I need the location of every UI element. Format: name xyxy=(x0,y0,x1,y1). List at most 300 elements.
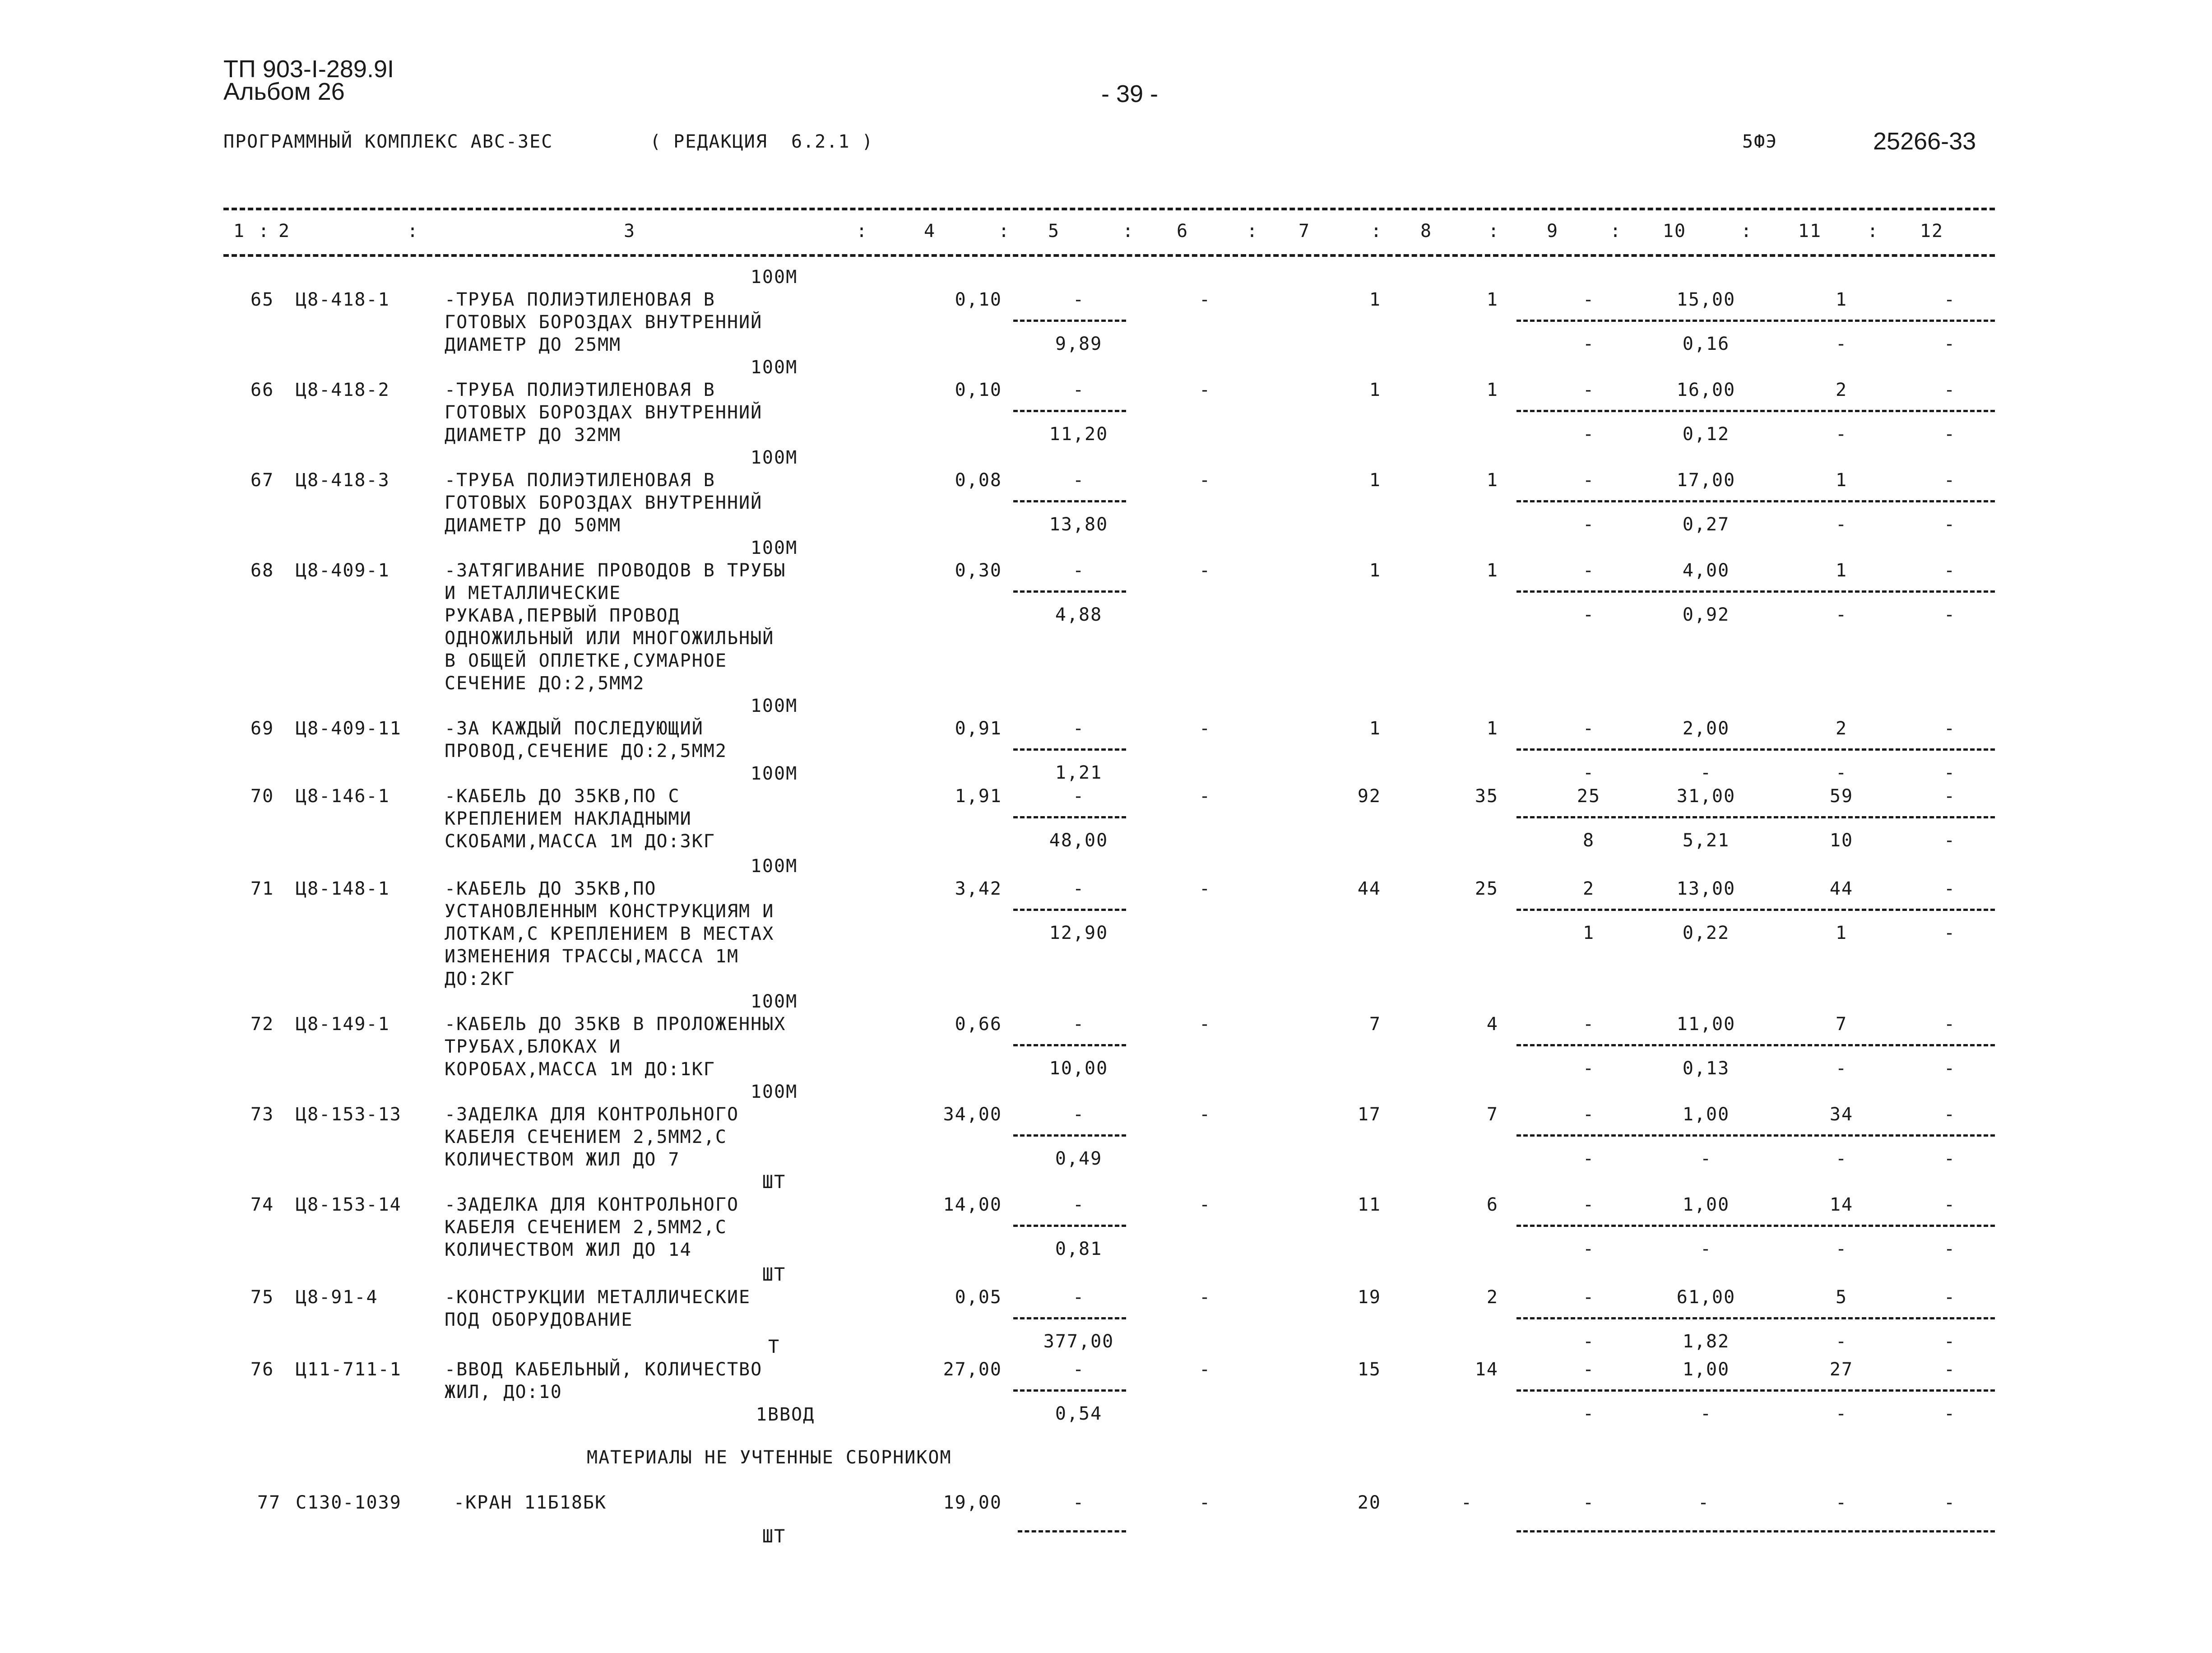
row-description-line: ГОТОВЫХ БОРОЗДАХ ВНУТРЕННИЙ xyxy=(445,402,763,423)
cell-col12-sub: - xyxy=(1943,1148,1956,1169)
cell-col12-sub: - xyxy=(1943,1058,1956,1079)
cell-col10-sub: 1,82 xyxy=(1682,1331,1730,1352)
row-number: 72 xyxy=(250,1014,274,1035)
cell-col12-sub: - xyxy=(1943,1239,1956,1259)
cell-col12: - xyxy=(1943,718,1956,739)
cell-col4: 0,66 xyxy=(955,1014,1002,1035)
row-description-line: -КАБЕЛЬ ДО 35КВ,ПО xyxy=(445,878,657,899)
row-code: Ц8-153-14 xyxy=(296,1194,402,1215)
cell-col11-sub: - xyxy=(1835,334,1848,354)
cell-col11-sub: - xyxy=(1835,1058,1848,1079)
row-description-line: УСТАНОВЛЕННЫМ КОНСТРУКЦИЯМ И xyxy=(445,901,774,922)
row-number: 67 xyxy=(250,470,274,491)
cell-col6: - xyxy=(1199,289,1211,310)
cell-col9-sub: - xyxy=(1582,1148,1595,1169)
cell-divider xyxy=(1516,1044,1995,1046)
cell-col12-sub: - xyxy=(1943,1331,1956,1352)
cell-col9: - xyxy=(1582,289,1595,310)
cell-col8: - xyxy=(1461,1492,1473,1513)
cell-col8: 6 xyxy=(1486,1194,1498,1215)
cell-col12: - xyxy=(1943,1194,1956,1215)
row-description-line: ЛОТКАМ,С КРЕПЛЕНИЕМ В МЕСТАХ xyxy=(445,924,774,944)
cell-col4: 0,10 xyxy=(955,289,1002,310)
cell-col5-price: 1,21 xyxy=(1055,762,1103,783)
cell-col12: - xyxy=(1943,1104,1956,1125)
row-code: Ц8-409-11 xyxy=(296,718,402,739)
row-description-line: И МЕТАЛЛИЧЕСКИЕ xyxy=(445,583,621,604)
cell-divider xyxy=(1516,1225,1995,1227)
cell-col11: 2 xyxy=(1835,380,1848,400)
cell-col4: 0,91 xyxy=(955,718,1002,739)
cell-divider xyxy=(1013,748,1126,751)
cell-col5-price: 0,54 xyxy=(1055,1403,1103,1424)
cell-col6: - xyxy=(1199,1359,1211,1380)
row-description-line: КАБЕЛЯ СЕЧЕНИЕМ 2,5ММ2,С xyxy=(445,1127,727,1147)
cell-divider xyxy=(1516,1389,1995,1392)
cell-divider xyxy=(1516,410,1995,412)
row-number: 66 xyxy=(250,380,274,400)
row-code: Ц8-418-1 xyxy=(296,289,390,310)
cell-col12-sub: - xyxy=(1943,830,1956,851)
cell-col9: - xyxy=(1582,1104,1595,1125)
cell-divider xyxy=(1013,590,1126,593)
row-description-line: -ЗАДЕЛКА ДЛЯ КОНТРОЛЬНОГО xyxy=(445,1194,739,1215)
column-separator: : xyxy=(258,221,270,241)
row-description-line: СКОБАМИ,МАССА 1М ДО:3КГ xyxy=(445,831,715,852)
row-unit: 100М xyxy=(750,696,798,716)
cell-col11-sub: - xyxy=(1835,1239,1848,1259)
cell-col5: - xyxy=(1072,1014,1085,1035)
cell-col6: - xyxy=(1199,1014,1211,1035)
cell-col12: - xyxy=(1943,380,1956,400)
cell-col9-sub: - xyxy=(1582,604,1595,625)
row-description-line: ДИАМЕТР ДО 25ММ xyxy=(445,334,621,355)
cell-col10-sub: - xyxy=(1700,1148,1712,1169)
cell-col9: - xyxy=(1582,560,1595,581)
cell-col5: - xyxy=(1072,1104,1085,1125)
page-number: - 39 - xyxy=(1101,80,1159,107)
cell-col12: - xyxy=(1943,1287,1956,1308)
column-separator: : xyxy=(856,221,868,241)
cell-col11-sub: - xyxy=(1835,1403,1848,1424)
cell-col6: - xyxy=(1199,878,1211,899)
cell-col10: 4,00 xyxy=(1682,560,1730,581)
cell-col5: - xyxy=(1072,560,1085,581)
cell-divider xyxy=(1516,1317,1995,1319)
row-unit: ШТ xyxy=(762,1172,786,1193)
cell-divider xyxy=(1516,816,1995,818)
row-code: Ц8-146-1 xyxy=(296,786,390,807)
album-label: Альбом 26 xyxy=(223,78,345,105)
cell-col12-sub: - xyxy=(1943,334,1956,354)
cell-col8: 1 xyxy=(1486,560,1498,581)
cell-col8: 35 xyxy=(1475,786,1498,807)
row-description-line: -КАБЕЛЬ ДО 35КВ В ПРОЛОЖЕННЫХ xyxy=(445,1014,786,1035)
row-description-line: КОЛИЧЕСТВОМ ЖИЛ ДО 14 xyxy=(445,1240,692,1260)
header-separator-top xyxy=(223,208,1995,210)
cell-col12-sub: - xyxy=(1943,604,1956,625)
row-description-line: -ЗАДЕЛКА ДЛЯ КОНТРОЛЬНОГО xyxy=(445,1104,739,1125)
cell-divider xyxy=(1013,909,1126,911)
cell-col10: 11,00 xyxy=(1676,1014,1736,1035)
column-header: 10 xyxy=(1662,221,1687,241)
cell-col6: - xyxy=(1199,1104,1211,1125)
row-description-line: -КАБЕЛЬ ДО 35КВ,ПО С xyxy=(445,786,680,807)
row-description-line: ДИАМЕТР ДО 50ММ xyxy=(445,515,621,536)
row-number: 76 xyxy=(250,1359,274,1380)
row-number: 69 xyxy=(250,718,274,739)
column-separator: : xyxy=(1246,221,1259,241)
cell-col10: 17,00 xyxy=(1676,470,1736,491)
cell-col10-sub: - xyxy=(1700,1403,1712,1424)
cell-col8: 1 xyxy=(1486,470,1498,491)
row-number: 68 xyxy=(250,560,274,581)
cell-col9: 2 xyxy=(1582,878,1595,899)
cell-col7: 1 xyxy=(1369,718,1381,739)
column-header: 6 xyxy=(1176,221,1189,241)
column-header: 2 xyxy=(278,221,291,241)
column-header: 7 xyxy=(1298,221,1311,241)
column-header: 11 xyxy=(1798,221,1822,241)
cell-col5-price: 0,49 xyxy=(1055,1148,1103,1169)
cell-col4: 27,00 xyxy=(943,1359,1002,1380)
cell-col11: 1 xyxy=(1835,560,1848,581)
row-description-line: ГОТОВЫХ БОРОЗДАХ ВНУТРЕННИЙ xyxy=(445,492,763,513)
cell-col11-sub: - xyxy=(1835,1148,1848,1169)
cell-col7: 19 xyxy=(1357,1287,1381,1308)
column-separator: : xyxy=(998,221,1011,241)
cell-divider xyxy=(1013,1134,1126,1137)
cell-col6: - xyxy=(1199,1194,1211,1215)
column-header: 9 xyxy=(1546,221,1559,241)
row-unit: 100М xyxy=(750,763,798,784)
row-description: -КРАН 11Б18БК xyxy=(454,1492,607,1513)
cell-col4: 14,00 xyxy=(943,1194,1002,1215)
cell-col10: 15,00 xyxy=(1676,289,1736,310)
cell-col5: - xyxy=(1072,1359,1085,1380)
cell-divider xyxy=(1013,816,1126,818)
row-unit: 100М xyxy=(750,1082,798,1102)
cell-col4: 0,08 xyxy=(955,470,1002,491)
cell-col10: - xyxy=(1697,1492,1710,1513)
edition-label: ( РЕДАКЦИЯ 6.2.1 ) xyxy=(650,131,874,152)
cell-divider xyxy=(1013,1389,1126,1392)
cell-col10-sub: 0,13 xyxy=(1682,1058,1730,1079)
cell-col12: - xyxy=(1943,1492,1956,1513)
column-header: 5 xyxy=(1048,221,1060,241)
cell-col5-price: 0,81 xyxy=(1055,1239,1103,1259)
row-code: Ц8-149-1 xyxy=(296,1014,390,1035)
cell-col10: 16,00 xyxy=(1676,380,1736,400)
cell-col5-price: 10,00 xyxy=(1049,1058,1108,1079)
cell-col11: 7 xyxy=(1835,1014,1848,1035)
row-description-line: ПРОВОД,СЕЧЕНИЕ ДО:2,5ММ2 xyxy=(445,741,727,761)
cell-col10-sub: 5,21 xyxy=(1682,830,1730,851)
cell-col12-sub: - xyxy=(1943,514,1956,535)
row-description-line: В ОБЩЕЙ ОПЛЕТКЕ,СУМАРНОЕ xyxy=(445,650,727,671)
cell-divider xyxy=(1013,500,1126,502)
cell-col6: - xyxy=(1199,718,1211,739)
cell-divider xyxy=(1013,1225,1126,1227)
cell-col4: 0,10 xyxy=(955,380,1002,400)
cell-col12: - xyxy=(1943,470,1956,491)
cell-col9: - xyxy=(1582,1287,1595,1308)
cell-col8: 14 xyxy=(1475,1359,1498,1380)
row-description-line: ИЗМЕНЕНИЯ ТРАССЫ,МАССА 1М xyxy=(445,946,739,967)
cell-col9-sub: - xyxy=(1582,1331,1595,1352)
cell-col7: 1 xyxy=(1369,560,1381,581)
row-description-line: -ЗАТЯГИВАНИЕ ПРОВОДОВ В ТРУБЫ xyxy=(445,560,786,581)
row-description-line: ДО:2КГ xyxy=(445,969,515,989)
row-number: 73 xyxy=(250,1104,274,1125)
cell-col9-sub: - xyxy=(1582,1239,1595,1259)
cell-col11: 44 xyxy=(1829,878,1854,899)
cell-col12: - xyxy=(1943,289,1956,310)
row-code: Ц8-418-2 xyxy=(296,380,390,400)
program-name: ПРОГРАММНЫЙ КОМПЛЕКС АВС-3ЕС xyxy=(223,131,553,152)
row-description-line: -КОНСТРУКЦИИ МЕТАЛЛИЧЕСКИЕ xyxy=(445,1287,751,1308)
cell-col11-sub: - xyxy=(1835,514,1848,535)
code-b: 25266-33 xyxy=(1873,128,1976,155)
cell-col4: 19,00 xyxy=(943,1492,1002,1513)
cell-col12-sub: - xyxy=(1943,1403,1956,1424)
column-header: 8 xyxy=(1420,221,1433,241)
column-separator: : xyxy=(1370,221,1383,241)
cell-col6: - xyxy=(1199,380,1211,400)
column-header: 3 xyxy=(623,221,636,241)
row-description-line: -ВВОД КАБЕЛЬНЫЙ, КОЛИЧЕСТВО xyxy=(445,1359,763,1380)
row-number: 77 xyxy=(257,1492,281,1513)
cell-col5: - xyxy=(1072,289,1085,310)
cell-col4: 34,00 xyxy=(943,1104,1002,1125)
column-separator: : xyxy=(1740,221,1753,241)
row-code: С130-1039 xyxy=(296,1492,402,1513)
cell-col9-sub: 8 xyxy=(1582,830,1595,851)
row-unit: 100М xyxy=(750,856,798,877)
row-unit: 100М xyxy=(750,447,798,468)
row-description-line: -ТРУБА ПОЛИЭТИЛЕНОВАЯ В xyxy=(445,289,715,310)
row-description-line: ЖИЛ, ДО:10 xyxy=(445,1382,562,1402)
row-description-line: ГОТОВЫХ БОРОЗДАХ ВНУТРЕННИЙ xyxy=(445,312,763,333)
column-separator: : xyxy=(1488,221,1500,241)
cell-col7: 1 xyxy=(1369,289,1381,310)
cell-col11: 59 xyxy=(1829,786,1854,807)
cell-divider xyxy=(1013,320,1126,322)
cell-col5: - xyxy=(1072,878,1085,899)
cell-col9: - xyxy=(1582,1492,1595,1513)
cell-col10: 13,00 xyxy=(1676,878,1736,899)
cell-col10-sub: 0,27 xyxy=(1682,514,1730,535)
cell-col7: 1 xyxy=(1369,380,1381,400)
cell-col8: 2 xyxy=(1486,1287,1498,1308)
cell-col9-sub: - xyxy=(1582,1403,1595,1424)
cell-divider xyxy=(1516,1530,1995,1532)
cell-divider xyxy=(1516,500,1995,502)
cell-col8: 1 xyxy=(1486,289,1498,310)
row-code: Ц8-409-1 xyxy=(296,560,390,581)
cell-col9-sub: - xyxy=(1582,514,1595,535)
cell-col5-price: 11,20 xyxy=(1049,424,1108,445)
cell-col12-sub: - xyxy=(1943,923,1956,943)
cell-divider xyxy=(1018,1530,1126,1532)
cell-col10-sub: 0,92 xyxy=(1682,604,1730,625)
column-header: 12 xyxy=(1920,221,1944,241)
cell-col11-sub: - xyxy=(1835,762,1848,783)
cell-col11-sub: - xyxy=(1835,1331,1848,1352)
cell-col11-sub: 10 xyxy=(1829,830,1854,851)
cell-col12-sub: - xyxy=(1943,424,1956,445)
row-unit: 1ВВОД xyxy=(756,1404,815,1425)
row-description-line: ПОД ОБОРУДОВАНИЕ xyxy=(445,1309,633,1330)
cell-col6: - xyxy=(1199,786,1211,807)
row-unit: 100М xyxy=(750,357,798,378)
cell-col5: - xyxy=(1072,718,1085,739)
row-unit: Т xyxy=(768,1337,780,1357)
cell-divider xyxy=(1516,590,1995,593)
column-header: 1 xyxy=(233,221,246,241)
column-separator: : xyxy=(1867,221,1879,241)
cell-col4: 1,91 xyxy=(955,786,1002,807)
cell-col5-price: 9,89 xyxy=(1055,334,1103,354)
cell-col8: 1 xyxy=(1486,380,1498,400)
row-description-line: КАБЕЛЯ СЕЧЕНИЕМ 2,5ММ2,С xyxy=(445,1217,727,1238)
cell-col5: - xyxy=(1072,470,1085,491)
cell-col10-sub: 0,22 xyxy=(1682,923,1730,943)
cell-col10: 31,00 xyxy=(1676,786,1736,807)
cell-col6: - xyxy=(1199,1287,1211,1308)
column-header: 4 xyxy=(923,221,936,241)
cell-col9-sub: - xyxy=(1582,334,1595,354)
cell-divider xyxy=(1013,410,1126,412)
cell-col8: 1 xyxy=(1486,718,1498,739)
cell-col8: 7 xyxy=(1486,1104,1498,1125)
cell-col5-price: 48,00 xyxy=(1049,830,1108,851)
cell-col7: 11 xyxy=(1357,1194,1381,1215)
cell-col6: - xyxy=(1199,560,1211,581)
cell-col12: - xyxy=(1943,1359,1956,1380)
row-unit: 100М xyxy=(750,991,798,1012)
row-description-line: -ТРУБА ПОЛИЭТИЛЕНОВАЯ В xyxy=(445,470,715,491)
cell-col12-sub: - xyxy=(1943,762,1956,783)
cell-col8: 25 xyxy=(1475,878,1498,899)
cell-divider xyxy=(1013,1044,1126,1046)
cell-divider xyxy=(1013,1317,1126,1319)
row-description-line: -ЗА КАЖДЫЙ ПОСЛЕДУЮЩИЙ xyxy=(445,718,704,739)
cell-col5-price: 4,88 xyxy=(1055,604,1103,625)
cell-col11: - xyxy=(1835,1492,1848,1513)
cell-col12: - xyxy=(1943,878,1956,899)
cell-col9: - xyxy=(1582,1194,1595,1215)
row-description-line: ТРУБАХ,БЛОКАХ И xyxy=(445,1036,621,1057)
cell-col10: 61,00 xyxy=(1676,1287,1736,1308)
cell-col10: 2,00 xyxy=(1682,718,1730,739)
cell-col9: 25 xyxy=(1577,786,1601,807)
cell-col11: 5 xyxy=(1835,1287,1848,1308)
cell-col12: - xyxy=(1943,786,1956,807)
cell-divider xyxy=(1516,909,1995,911)
row-description-line: КОЛИЧЕСТВОМ ЖИЛ ДО 7 xyxy=(445,1149,680,1170)
cell-col11: 27 xyxy=(1829,1359,1854,1380)
cell-col4: 0,05 xyxy=(955,1287,1002,1308)
row-code: Ц8-148-1 xyxy=(296,878,390,899)
cell-col10: 1,00 xyxy=(1682,1194,1730,1215)
row-code: Ц8-418-3 xyxy=(296,470,390,491)
row-code: Ц8-91-4 xyxy=(296,1287,378,1308)
row-unit: ШТ xyxy=(762,1264,786,1285)
column-separator: : xyxy=(1609,221,1622,241)
cell-col5-price: 377,00 xyxy=(1043,1331,1114,1352)
row-unit: ШТ xyxy=(762,1526,786,1547)
cell-col5: - xyxy=(1072,786,1085,807)
cell-col5-price: 12,90 xyxy=(1049,923,1108,943)
cell-col10-sub: 0,12 xyxy=(1682,424,1730,445)
header-separator-bottom xyxy=(223,254,1995,257)
row-description-line: КРЕПЛЕНИЕМ НАКЛАДНЫМИ xyxy=(445,808,692,829)
row-number: 74 xyxy=(250,1194,274,1215)
row-number: 70 xyxy=(250,786,274,807)
cell-col11: 2 xyxy=(1835,718,1848,739)
document-code: ТП 903-I-289.9I xyxy=(223,56,394,83)
cell-col11: 1 xyxy=(1835,289,1848,310)
cell-divider xyxy=(1516,320,1995,322)
cell-divider xyxy=(1516,748,1995,751)
cell-col9-sub: - xyxy=(1582,1058,1595,1079)
cell-col10: 1,00 xyxy=(1682,1359,1730,1380)
cell-col12: - xyxy=(1943,1014,1956,1035)
cell-col6: - xyxy=(1199,470,1211,491)
row-description-line: ОДНОЖИЛЬНЫЙ ИЛИ МНОГОЖИЛЬНЫЙ xyxy=(445,628,774,649)
row-description-line: КОРОБАХ,МАССА 1М ДО:1КГ xyxy=(445,1059,715,1080)
row-unit: 100М xyxy=(750,267,798,288)
cell-col4: 3,42 xyxy=(955,878,1002,899)
code-a: 5ФЭ xyxy=(1742,131,1778,152)
cell-col10: 1,00 xyxy=(1682,1104,1730,1125)
cell-col9: - xyxy=(1582,380,1595,400)
cell-col7: 92 xyxy=(1357,786,1381,807)
cell-col7: 1 xyxy=(1369,470,1381,491)
cell-col10-sub: - xyxy=(1700,1239,1712,1259)
row-description-line: РУКАВА,ПЕРВЫЙ ПРОВОД xyxy=(445,605,680,626)
cell-col7: 20 xyxy=(1357,1492,1381,1513)
row-number: 65 xyxy=(250,289,274,310)
row-number: 75 xyxy=(250,1287,274,1308)
cell-col11-sub: - xyxy=(1835,424,1848,445)
column-separator: : xyxy=(407,221,419,241)
cell-col12: - xyxy=(1943,560,1956,581)
cell-col11: 1 xyxy=(1835,470,1848,491)
row-description-line: ДИАМЕТР ДО 32ММ xyxy=(445,425,621,446)
cell-col5: - xyxy=(1072,1194,1085,1215)
row-code: Ц8-153-13 xyxy=(296,1104,402,1125)
section-title: МАТЕРИАЛЫ НЕ УЧТЕННЫЕ СБОРНИКОМ xyxy=(587,1447,952,1468)
column-separator: : xyxy=(1122,221,1135,241)
cell-col7: 17 xyxy=(1357,1104,1381,1125)
cell-col9-sub: - xyxy=(1582,424,1595,445)
cell-col9-sub: - xyxy=(1582,762,1595,783)
cell-col9: - xyxy=(1582,718,1595,739)
cell-col10-sub: - xyxy=(1700,762,1712,783)
row-number: 71 xyxy=(250,878,274,899)
cell-col5: - xyxy=(1072,1287,1085,1308)
cell-col11: 14 xyxy=(1829,1194,1854,1215)
cell-col11: 34 xyxy=(1829,1104,1854,1125)
cell-col7: 15 xyxy=(1357,1359,1381,1380)
row-description-line: -ТРУБА ПОЛИЭТИЛЕНОВАЯ В xyxy=(445,380,715,400)
cell-col9: - xyxy=(1582,1014,1595,1035)
cell-col11-sub: - xyxy=(1835,604,1848,625)
row-description-line: СЕЧЕНИЕ ДО:2,5ММ2 xyxy=(445,673,645,694)
cell-col4: 0,30 xyxy=(955,560,1002,581)
